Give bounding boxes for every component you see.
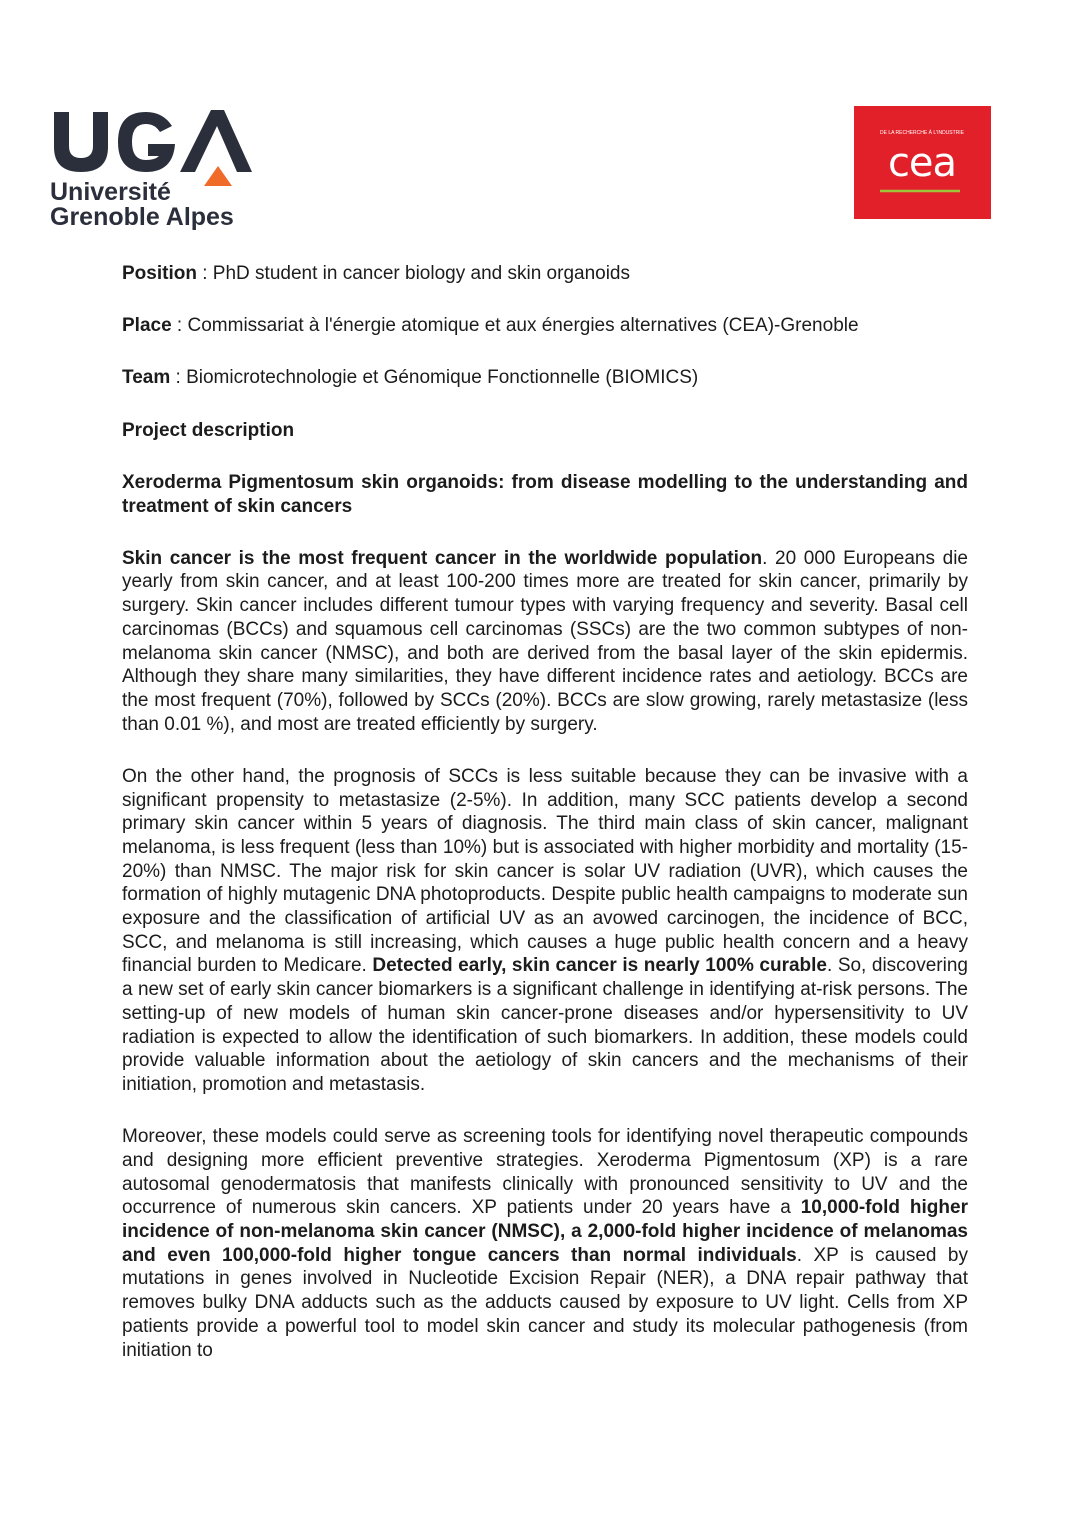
position-field [122,262,968,286]
paragraph-3-text-a: Moreover, these models could serve as screening tools for identifying novel therapeutic compounds and designing more efficient preventive strategies. Xeroderma Pigmentosum (XP) is a rare autosomal genodermatosis that manifests clinically with pronounced sensitivity to UV and the occurrence of numerous skin cancers. XP patients under 20 years have a [122,1126,968,1219]
uga-letter-u-shape [54,112,108,172]
team-value: Biomicrotechnologie et Génomique Fonctionnelle (BIOMICS) [186,367,699,389]
place-label: Place [122,315,172,337]
cea-tagline: DE LA RECHERCHE À L'INDUSTRIE [879,130,965,136]
uga-logo [48,104,258,234]
paragraph-2 [122,765,968,1097]
paragraph-3 [122,1125,968,1362]
paragraph-3-text-b: . XP is caused by mutations in genes involved in Nucleotide Excision Repair (NER), a DNA repair pathway that removes bulky DNA adducts such as the adducts caused by exposure to UV light. Cells from XP patients provide a powerful tool to model skin cancer and study its molecular pathogenesis (from initiation to [122,1244,969,1361]
paragraph-1-bold: Skin cancer is the most frequent cancer in the worldwide population [122,547,763,569]
project-heading: Project description [122,419,295,441]
paragraph-3-bold: 10,000-fold higher incidence of non-melanoma skin cancer (NMSC), a 2,000-fold higher incidence of melanomas and even 100,000-fold higher tongue cancers than normal individuals [122,1197,968,1266]
team-label: Team [122,367,171,389]
uga-name-line1: Université [50,178,171,206]
position-value: PhD student in cancer biology and skin organoids [212,263,630,284]
paragraph-2-text-b: . So, discovering a new set of early skin cancer biomarkers is a significant challenge in identifying at-risk persons. The setting-up of new models of human skin cancer-prone diseases and/or hypersensitivity to UV radiation is expected to allow the identification of such biomarkers. In addition, these models could provide valuable information about the aetiology of skin cancers and the mechanisms of their initiation, promotion and metastasis. [122,955,968,1095]
uga-orange-triangle [204,166,232,186]
uga-letter-g-shape [118,112,175,172]
team-field [122,366,968,390]
project-title: Xeroderma Pigmentosum skin organoids: from disease modelling to the understanding and treatment of skin cancers [122,471,968,517]
document-body [122,262,968,1391]
paragraph-2-text-a: On the other hand, the prognosis of SCCs is less suitable because they can be invasive with a significant propensity to metastasize (2-5%). In addition, many SCC patients develop a second primary skin cancer within 5 years of diagnosis. The third main class of skin cancer, malignant melanoma, is less frequent (less than 10%) but is associated with higher morbidity and mortality (15-20%) than NMSC. The major risk for skin cancer is solar UV radiation (UVR), which causes the formation of highly mutagenic DNA photoproducts. Despite public health campaigns to moderate sun exposure and the classification of artificial UV as an avowed carcinogen, the incidence of BCC, SCC, and melanoma is still increasing, which causes a huge public health concern and a heavy financial burden to Medicare. [122,765,968,977]
place-value: Commissariat à l'énergie atomique et aux énergies alternatives (CEA)-Grenoble [187,315,859,337]
team-separator: : [170,367,187,389]
place-field [122,314,968,338]
uga-letter-a-shape [180,110,252,172]
paragraph-1 [122,547,968,737]
place-separator: : [171,315,188,337]
cea-wordmark: cea [887,140,957,186]
cea-logo [854,106,991,219]
uga-name-line2: Grenoble Alpes [50,203,234,231]
position-separator: : [196,263,213,284]
position-label: Position [122,263,197,284]
paragraph-2-bold: Detected early, skin cancer is nearly 100% curable [372,955,827,977]
paragraph-1-text: . 20 000 Europeans die yearly from skin cancer, and at least 100-200 times more are treated for skin cancer, primarily by surgery. Skin cancer includes different tumour types with varying frequency and severity. Basal cell carcinomas (BCCs) and squamous cell carcinomas (SSCs) are the two common subtypes of non-melanoma skin cancer (NMSC), and both are derived from the basal layer of the skin epidermis. Although they share many similarities, they have different incidence rates and aetiology. BCCs are the most frequent (70%), followed by SCCs (20%). BCCs are slow growing, rarely metastasize (less than 0.01 %), and most are treated efficiently by surgery. [122,547,968,735]
